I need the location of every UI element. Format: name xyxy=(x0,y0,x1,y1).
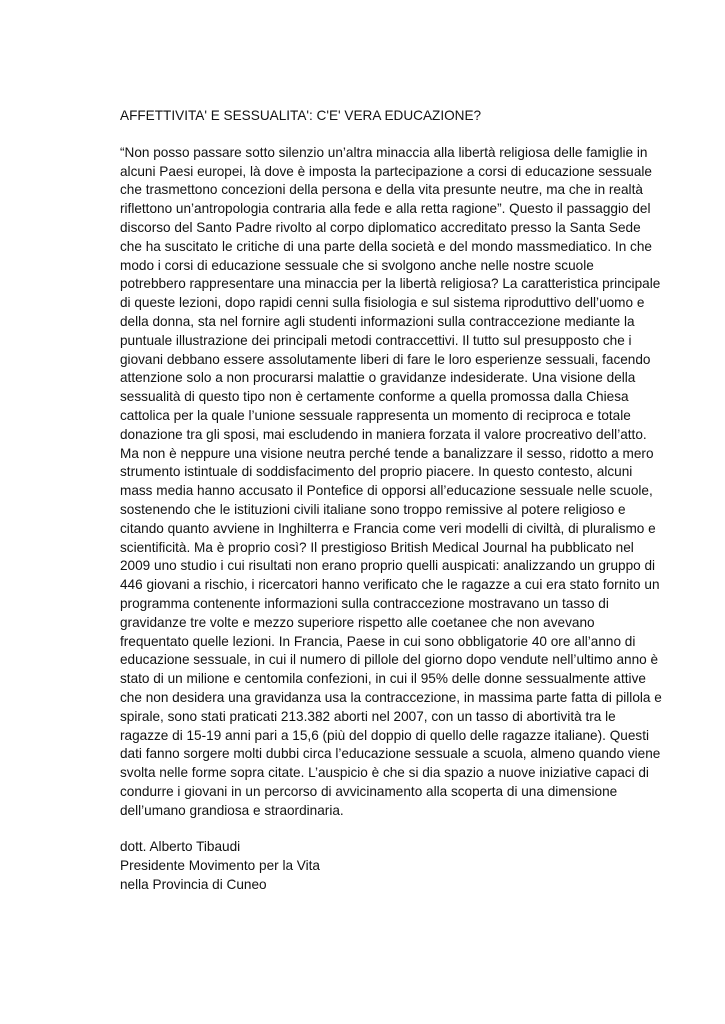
document-page xyxy=(120,107,660,895)
body-line: donazione tra gli sposi, mai escludendo in maniera forzata il valore procreativo dell’atto. xyxy=(120,426,647,442)
body-line: condurre i giovani in un percorso di avvicinamento alla scoperta di una dimensione xyxy=(120,783,618,799)
body-line: strumento istintuale di soddisfacimento del proprio piacere. In questo contesto, alcuni xyxy=(120,464,633,480)
document-title: AFFETTIVITA' E SESSUALITA': C'E' VERA EDUCAZIONE? xyxy=(120,108,482,123)
body-line: citando quanto avviene in Inghilterra e Francia come veri modelli di civiltà, di pluralismo e xyxy=(120,520,656,536)
body-line: sostenendo che le istituzioni civili italiane sono troppo remissive al potere religioso e xyxy=(120,501,626,517)
body-line: sessualità di questo tipo non è certamente conforme a quella promossa dalla Chiesa xyxy=(120,389,629,405)
body-line: educazione sessuale, in cui il numero di pillole del giorno dopo vendute nell’ultimo anno è xyxy=(120,652,659,668)
body-line: frequentato quelle lezioni. In Francia, Paese in cui sono obbligatorie 40 ore all’anno di xyxy=(120,633,636,649)
body-line: scientificità. Ma è proprio così? Il prestigioso British Medical Journal ha pubblicato nel xyxy=(120,539,634,555)
body-line: mass media hanno accusato il Pontefice di opporsi all’educazione sessuale nelle scuole, xyxy=(120,483,653,499)
signature-place: nella Provincia di Cuneo xyxy=(120,877,267,893)
body-line: stato di un milione e centomila confezioni, in cui il 95% delle donne sessualmente attive xyxy=(120,671,646,687)
signature-role: Presidente Movimento per la Vita xyxy=(120,858,320,874)
body-line: riflettono un’antropologia contraria alla fede e alla retta ragione”. Questo il passaggio del xyxy=(120,201,651,217)
body-line: ragazze di 15-19 anni pari a 15,6 (più del doppio di quello delle ragazze italiane). Questi xyxy=(120,727,649,743)
body-line: che ha suscitato le critiche di una parte della società e del mondo massmediatico. In che xyxy=(120,238,652,254)
signature-name: dott. Alberto Tibaudi xyxy=(120,839,241,855)
body-line: discorso del Santo Padre rivolto al corpo diplomatico accreditato presso la Santa Sede xyxy=(120,219,641,235)
body-line: dati fanno sorgere molti dubbi circa l’educazione sessuale a scuola, almeno quando viene xyxy=(120,746,661,762)
body-line: “Non posso passare sotto silenzio un’altra minaccia alla libertà religiosa delle famiglie in xyxy=(120,144,648,160)
body-line: alcuni Paesi europei, là dove è imposta la partecipazione a corsi di educazione sessuale xyxy=(120,163,652,179)
body-line: 446 giovani a rischio, i ricercatori hanno verificato che le ragazze a cui era stato fornito un xyxy=(120,577,660,593)
body-line: della donna, sta nel fornire agli studenti informazioni sulla contraccezione mediante la xyxy=(120,313,635,329)
document-body xyxy=(120,144,660,821)
body-line: Ma non è neppure una visione neutra perché tende a banalizzare il sesso, ridotto a mero xyxy=(120,445,654,461)
body-line: potrebbero rappresentare una minaccia per la libertà religiosa? La caratteristica principale xyxy=(120,276,661,292)
body-line: spirale, sono stati praticati 213.382 aborti nel 2007, con un tasso di abortività tra le xyxy=(120,708,616,724)
body-line: svolta nelle forme sopra citate. L’auspicio è che si dia spazio a nuove iniziative capaci di xyxy=(120,765,649,781)
body-line: di queste lezioni, dopo rapidi cenni sulla fisiologia e sul sistema riproduttivo dell’uomo e xyxy=(120,295,645,311)
body-line: dell’umano grandiosa e straordinaria. xyxy=(120,802,344,818)
body-line: gravidanze tre volte e mezzo superiore rispetto alle coetanee che non avevano xyxy=(120,614,595,630)
body-line: puntuale illustrazione dei principali metodi contraccettivi. Il tutto sul presupposto che i xyxy=(120,332,632,348)
body-line: 2009 uno studio i cui risultati non erano proprio quelli auspicati: analizzando un gruppo di xyxy=(120,558,656,574)
body-line: che trasmettono concezioni della persona e della vita presunte neutre, ma che in realtà xyxy=(120,182,643,198)
body-line: cattolica per la quale l’unione sessuale rappresenta un momento di reciproca e totale xyxy=(120,407,631,423)
body-line: attenzione solo a non procurarsi malattie o gravidanze indesiderate. Una visione della xyxy=(120,370,636,386)
body-line: che non desidera una gravidanza usa la contraccezione, in massima parte fatta di pillola e xyxy=(120,689,662,705)
signature-block xyxy=(120,838,660,894)
body-line: programma contenente informazioni sulla contraccezione mostravano un tasso di xyxy=(120,595,609,611)
body-line: modo i corsi di educazione sessuale che si svolgono anche nelle nostre scuole xyxy=(120,257,594,273)
body-line: giovani debbano essere assolutamente liberi di fare le loro esperienze sessuali, facendo xyxy=(120,351,651,367)
